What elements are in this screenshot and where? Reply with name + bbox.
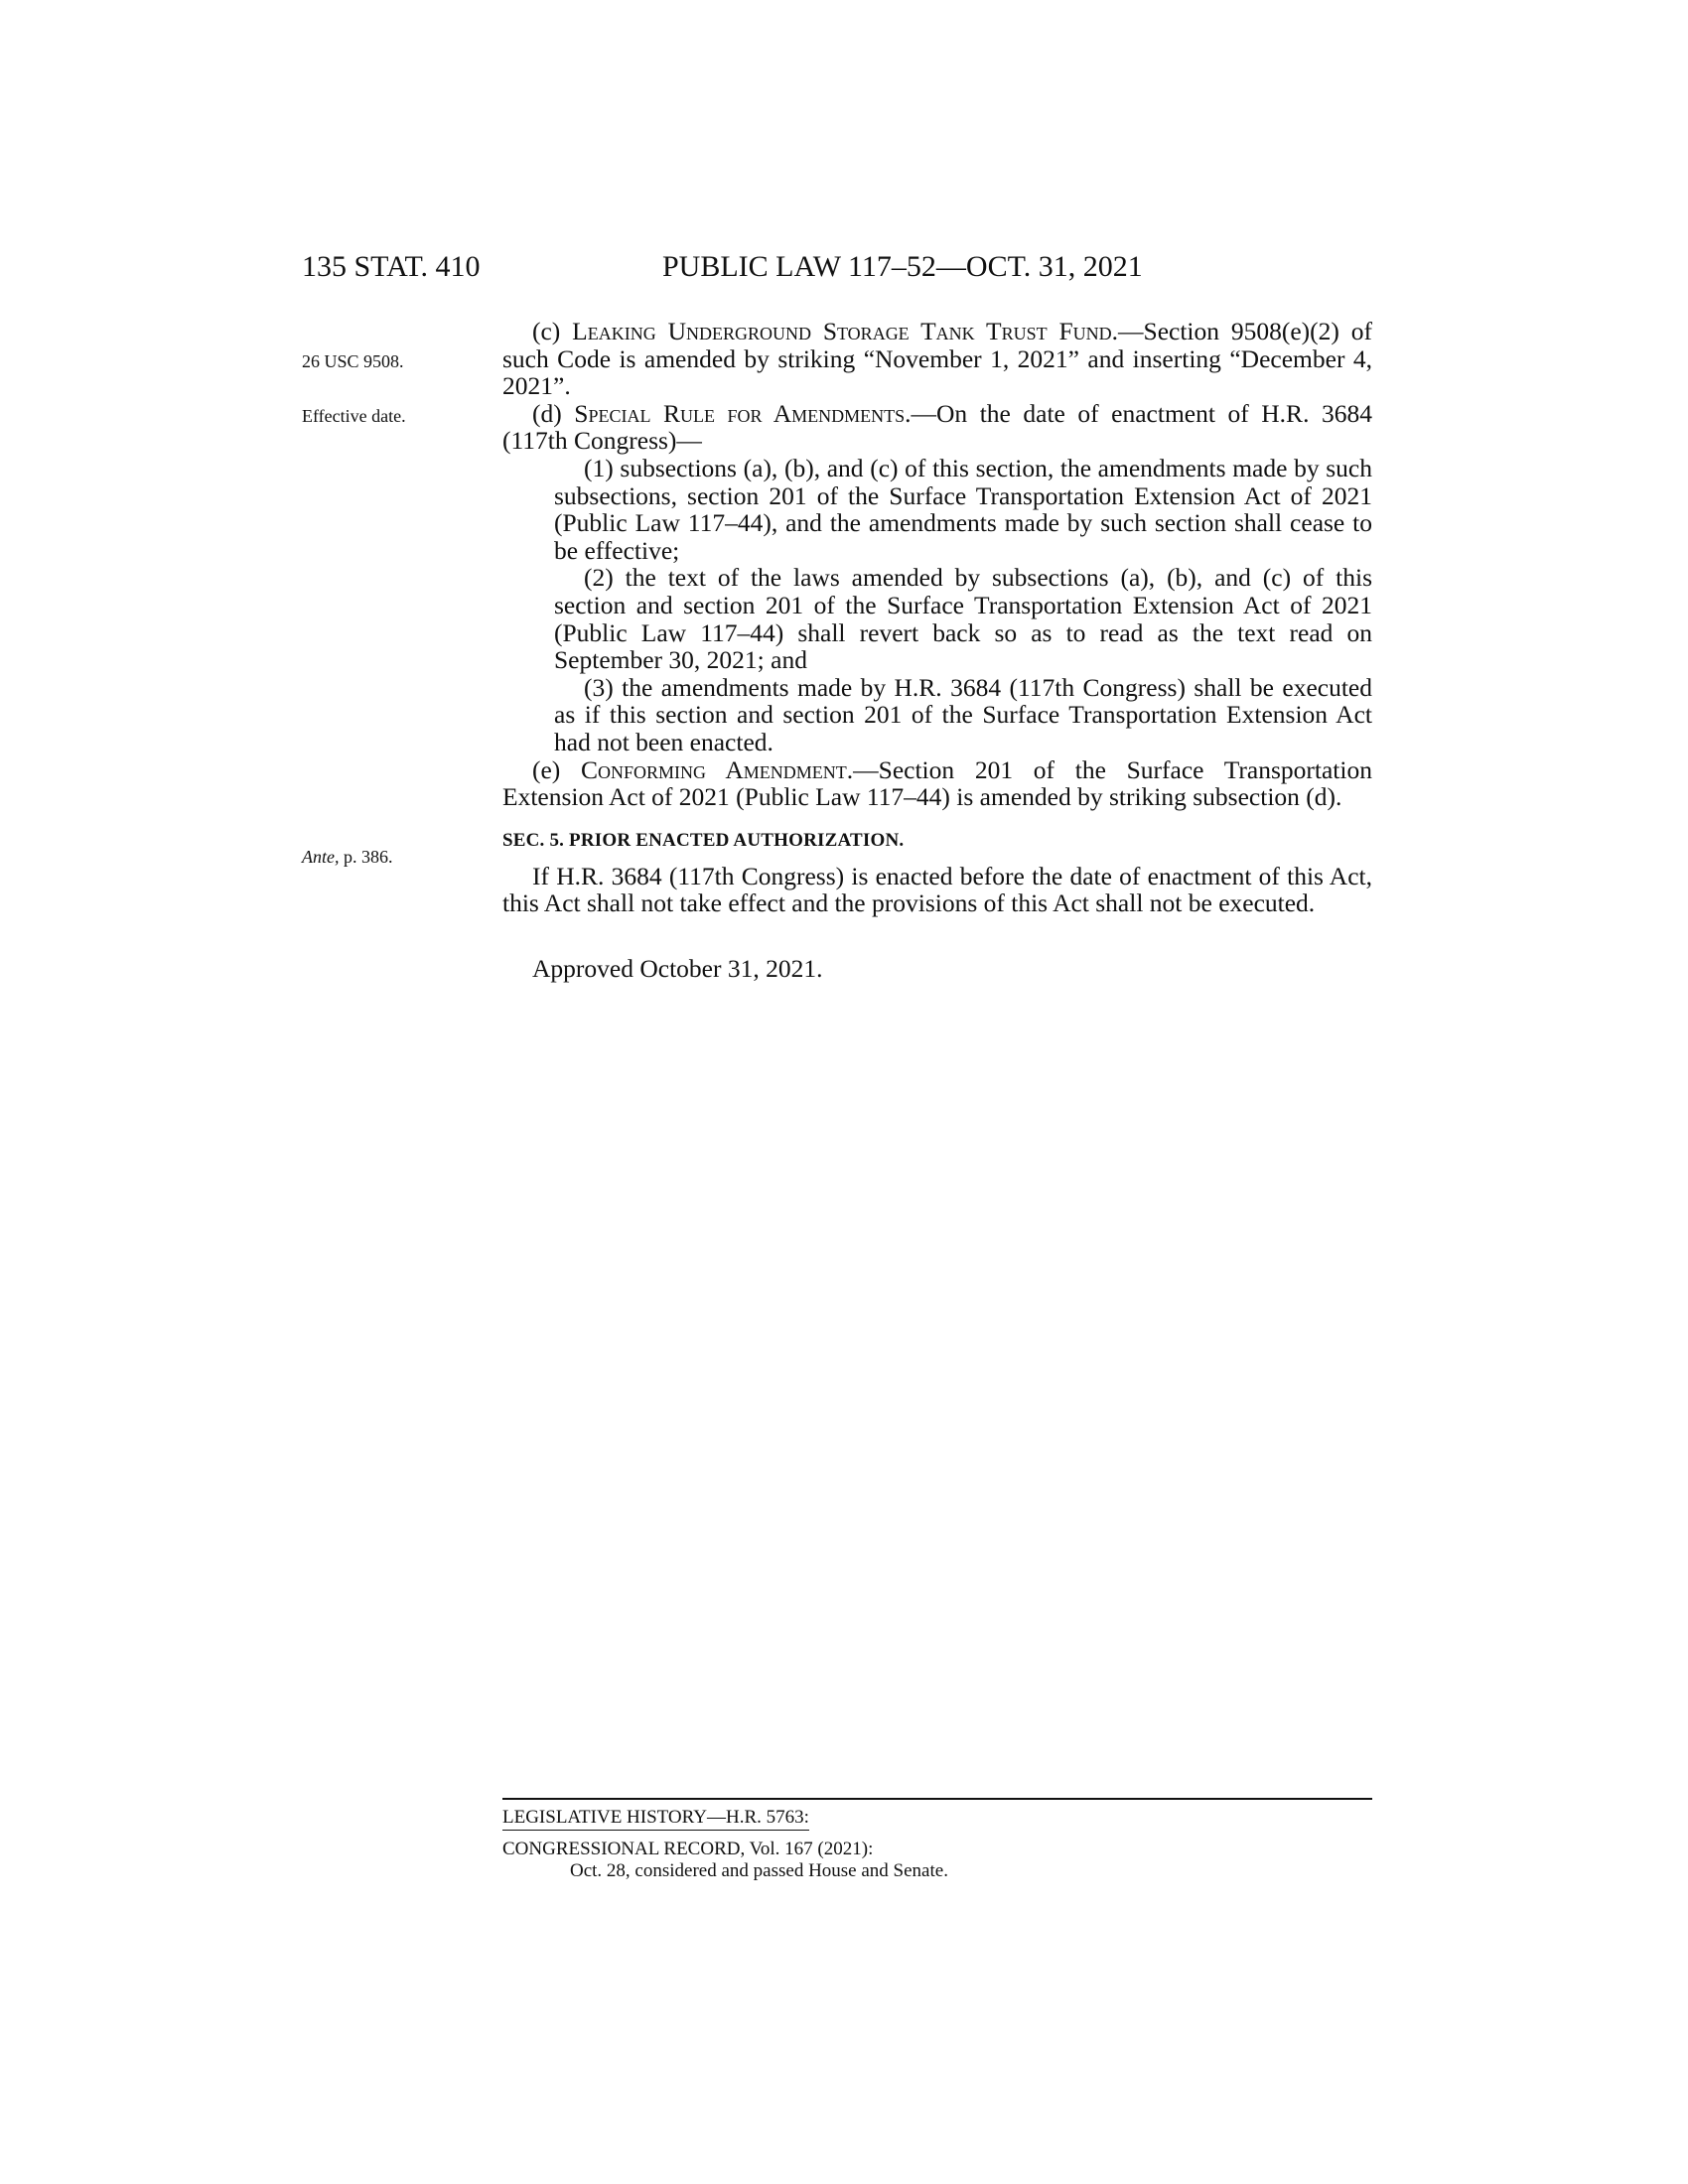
body-text: [502, 318, 1372, 982]
subsection-c-label: (c): [532, 317, 573, 345]
subsection-e-text: —Section 201 of the Surface Transportation Extension Act of 2021 (Public Law 117–44) is amended by striking subsection (d).: [502, 754, 1372, 812]
stat-page-reference: 135 STAT. 410: [302, 250, 481, 283]
subsection-e-heading: Conforming Amendment.: [581, 754, 854, 784]
subsection-e-label: (e): [532, 754, 582, 784]
congressional-record-line: CONGRESSIONAL RECORD, Vol. 167 (2021):: [502, 1839, 874, 1859]
subsection-c-text: —Section 9508(e)(2) of such Code is amended by striking “November 1, 2021” and inserting “December 4, 2021”.: [502, 317, 1372, 401]
public-law-title: PUBLIC LAW 117–52—OCT. 31, 2021: [662, 250, 1143, 283]
subsection-c: [502, 318, 1372, 400]
margin-note-ante-italic: Ante,: [302, 847, 340, 867]
subsection-c-heading: Leaking Underground Storage Tank Trust Fund.: [572, 317, 1119, 345]
subsection-d-text: —On the date of enactment of H.R. 3684 (117th Congress)—: [502, 398, 1372, 456]
margin-note-ante-page: p. 386.: [339, 847, 393, 867]
legislative-history-footer: [502, 1807, 1372, 1882]
subsection-d: [502, 400, 1372, 455]
margin-note-ante: [302, 846, 393, 868]
subsection-d-label: (d): [532, 398, 575, 428]
paragraph-d3: (3) the amendments made by H.R. 3684 (117th Congress) shall be executed as if this section and section 201 of the Surface Transportation Extension Act had not been enacted.: [554, 672, 1372, 756]
running-header: [302, 248, 1374, 288]
subsection-e: [502, 756, 1372, 811]
footer-rule: [502, 1798, 1372, 1800]
approval-date: Approved October 31, 2021.: [532, 953, 823, 983]
margin-note-usc: 26 USC 9508.: [302, 351, 404, 371]
margin-note-effective-date: Effective date.: [302, 406, 406, 426]
paragraph-d1: (1) subsections (a), (b), and (c) of this section, the amendments made by such subsections, section 201 of the Surface Transportation Extension Act of 2021 (Public Law 117–44), and the amendments made by such section shall cease to be effective;: [554, 453, 1372, 565]
paragraph-d2: (2) the text of the laws amended by subsections (a), (b), and (c) of this section and section 201 of the Surface Transportation Extension Act of 2021 (Public Law 117–44) shall revert back so as to read as the text read on September 30, 2021; and: [554, 563, 1372, 675]
legislative-history-label: LEGISLATIVE HISTORY—H.R. 5763:: [502, 1807, 809, 1831]
section-5-heading: SEC. 5. PRIOR ENACTED AUTHORIZATION.: [502, 829, 905, 851]
subsection-d-heading: Special Rule for Amendments.: [574, 398, 912, 428]
section-5-text: If H.R. 3684 (117th Congress) is enacted before the date of enactment of this Act, this Act shall not take effect and the provisions of this Act shall not be executed.: [502, 861, 1372, 918]
congressional-record-detail: Oct. 28, considered and passed House and Senate.: [570, 1860, 948, 1881]
